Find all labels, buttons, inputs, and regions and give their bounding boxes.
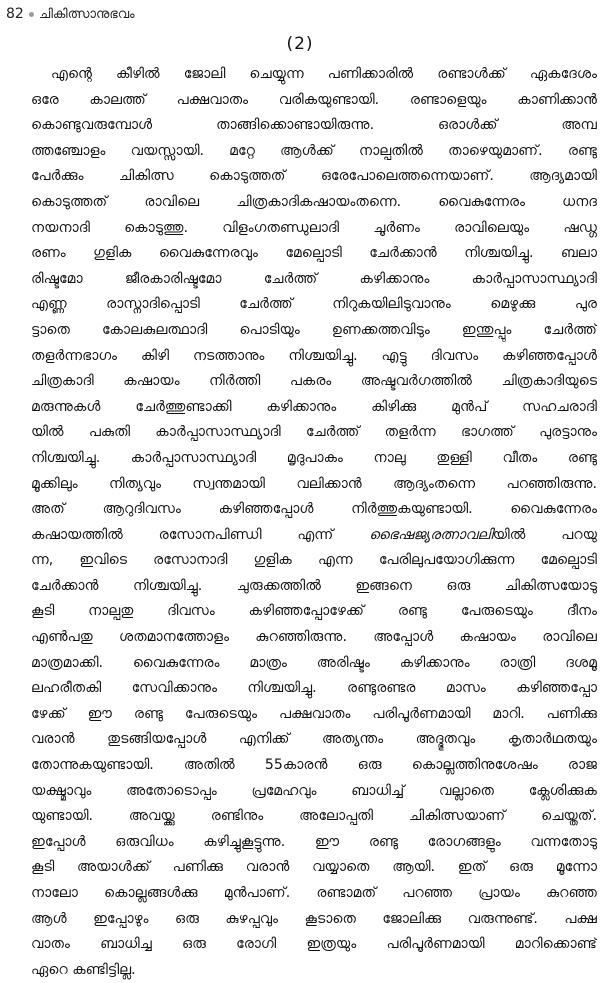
body-paragraph: [31, 62, 597, 983]
text-line: നാലോ കൊല്ലങ്ങൾക്കു മുൻപാണ്. രണ്ടാമത് പറഞ്ഞ പ്രായം കുറഞ്ഞ: [31, 885, 597, 901]
text-line: തളർന്നഭാഗം കിഴി നടത്താനും നിശ്ചയിച്ചു. എട്ടു ദിവസം കഴിഞ്ഞപ്പോൾ: [31, 347, 597, 364]
text-line: രിഷ്ടമോ ജീരകാരിഷ്ടമോ ചേർത്ത് കഴിക്കാനും കാർപ്പാസാസ്ഥ്യാദി: [31, 270, 597, 287]
text-line: ഇപ്പോൾ ഒരുവിധം കഴിച്ചുകൂട്ടുന്നു. ഈ രണ്ടു രോഗങ്ങളും വന്നതോടു: [31, 833, 597, 850]
text-line: ന്ന, ഇവിടെ രസോനാദി ഗുളിക എന്ന പേരിലുപയോഗിക്കുന്ന മേല്പൊടി: [31, 552, 597, 569]
text-line: നിശ്ചയിച്ചു. കാർപ്പാസാസ്ഥ്യാദി മൃദുപാകം നാലു തുള്ളി വീതം രണ്ടു: [31, 449, 597, 466]
text-line: ചേർക്കാൻ നിശ്ചയിച്ചു. ചുരുക്കത്തിൽ ഇങ്ങനെ ഒരു ചികിത്സയോടു: [31, 577, 597, 594]
text-line: പേർക്കും ചികിത്സ കൊടുത്തത് ഒരേപോലെത്തന്നെയാണ്. ആദ്യമായി: [31, 168, 597, 185]
text-line: കൊടുത്തത് രാവിലെ ചിത്രകാദികഷായംതന്നെ. വൈകുന്നേരം ധനദ: [31, 193, 597, 210]
text-line: ചിത്രകാദി കഷായം നിർത്തി പകരം അഷ്ടവർഗത്തിൽ ചിത്രകാദിയുടെ: [31, 373, 597, 390]
text-line: യിൽ പകുതി കാർപ്പാസാസ്ഥ്യാദി ചേർത്ത് തളർന്ന ഭാഗത്ത് പുരട്ടാനും: [31, 424, 597, 441]
text-line: അത് ആറുദിവസം കഴിഞ്ഞപ്പോൾ നിർത്തുകയുണ്ടായി. വൈകുന്നേരം: [31, 501, 597, 518]
text-line: ഏറെ കണ്ടിട്ടില്ല.: [31, 961, 136, 978]
text-line: ഒരേ കാലത്ത് പക്ഷവാതം വരികയുണ്ടായി. രണ്ടാളെയും കാണിക്കാൻ: [31, 91, 597, 108]
text-line: ലഹരീതകി സേവിക്കാനും നിശ്ചയിച്ചു. രണ്ടുരണ്ടര മാസം കഴിഞ്ഞപ്പോ: [31, 680, 597, 697]
running-header: [6, 4, 135, 24]
text-line: മാത്രമാക്കി. വൈകുന്നേരം മാത്രം അരിഷ്ടം കഴിക്കാനും രാത്രി ദശമൂ: [31, 654, 597, 671]
text-line: കഷായത്തിൽ രസോനപിണ്ഡി എന്ന് ഭൈഷജ്യരത്നാവലിയിൽ പറയു: [31, 526, 597, 543]
running-title: ചികിത്സാനുഭവം: [38, 6, 135, 22]
book-title: ഭൈഷജ്യരത്നാവലി: [369, 526, 493, 543]
text-line: മരുന്നുകൾ ചേർത്തുണ്ടാക്കി കഴിക്കാനും കിഴിക്കു മുൻപ് സഹചരാദി: [31, 398, 597, 415]
section-number: (2): [286, 34, 314, 54]
text-line: ട്ടാതെ കോലകുലത്ഥാദി പൊടിയും ഉണക്കത്തവിടും ഇന്തുപ്പും ചേർത്ത്: [31, 321, 597, 338]
text-line: ത്തഞ്ചോളം വയസ്സായി. മറ്റേ ആൾക്ക് നാല്പതിൽ താഴെയുമാണ്. രണ്ടു: [31, 142, 597, 159]
text-line: തോന്നുകയുണ്ടായി. അതിൽ 55കാരൻ ഒരു കൊല്ലത്തിനുശേഷം രാജ: [31, 757, 597, 774]
text-line: യുണ്ടായി. അവയ്ക്കു രണ്ടിനും അലോപ്പതി ചികിത്സയാണ് ചെയ്തത്.: [31, 808, 597, 825]
text-line: ആൾ ഇപ്പോഴും ഒരു കുഴപ്പവും കൂടാതെ ജോലിക്കു വരുന്നുണ്ട്. പക്ഷ: [31, 910, 597, 927]
bullet-dot-icon: [29, 12, 34, 17]
text-line: കൊണ്ടുവരുമ്പോൾ താങ്ങിക്കൊണ്ടായിരുന്നു. ഒരാൾക്ക് അമ്പ: [31, 117, 597, 134]
page-number: 82: [6, 6, 24, 22]
text-line: എണ്ണ രാസ്നാദിപ്പൊടി ചേർത്ത് നിറുകയിലിടുവാനും മെഴുക്കു പുര: [31, 296, 597, 313]
text-line: കൂടി അയാൾക്ക് പണിക്കു വരാൻ വയ്യാതെ ആയി. ഇത് ഒരു മൂന്നോ: [31, 859, 597, 876]
text-line: യക്ഷ്മാവും അതോടൊപ്പം പ്രമേഹവും ബാധിച്ച് വല്ലാതെ ക്ലേശിക്കുക: [31, 782, 597, 799]
text-line: എൺപതു ശതമാനത്തോളം കുറഞ്ഞിരുന്നു. അപ്പോൾ കഷായം രാവിലെ: [31, 629, 597, 646]
text-line: ഴേക്ക് ഈ രണ്ടു പേരുടെയും പക്ഷവാതം പരിപൂർണമായി മാറി. പണിക്കു: [31, 705, 597, 722]
text-line: വാതം ബാധിച്ച ഒരു രോഗി ഇത്രയും പരിപൂർണമായി മാറിക്കൊണ്ട്: [31, 936, 597, 953]
text-line: വരാൻ തുടങ്ങിയപ്പോൾ എനിക്ക് അത്യന്തം അദ്ഭുതവും കൃതാർഥതയും: [31, 731, 597, 748]
text-line: എന്റെ കീഴിൽ ജോലി ചെയ്യുന്ന പണിക്കാരിൽ രണ്ടാൾക്ക് ഏകദേശം: [51, 66, 597, 82]
text-line: രണം ഗുളിക വൈകുന്നേരവും മേല്പൊടി ചേർക്കാൻ നിശ്ചയിച്ചു. ബലാ: [31, 245, 597, 262]
text-line: മൂക്കിലും നിത്യവും സ്വന്തമായി വലിക്കാൻ ആദ്യംതന്നെ പറഞ്ഞിരുന്നു.: [31, 475, 597, 492]
text-line: കൂടി നാല്പതു ദിവസം കഴിഞ്ഞപ്പോഴേക്ക് രണ്ടു പേരുടെയും ദീനം: [31, 603, 597, 620]
text-line: നയനാദി കൊടുത്തു. വിളംഗതണ്ഡുലാദി ചൂർണം രാവിലെയും ഷഡ്ഗ: [31, 219, 597, 236]
